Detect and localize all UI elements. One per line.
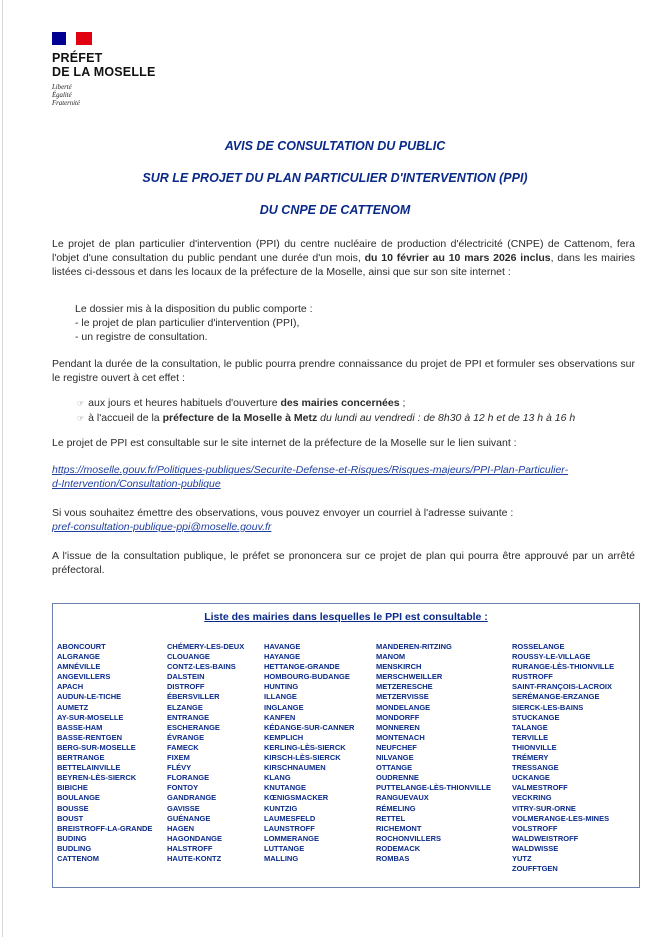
intro-paragraph: Le projet de plan particulier d'intervention (PPI) du centre nucléaire de production d'électricité (CNPE) de Cattenom, fera l'objet d'une consultation du public pendant une durée d'un mois, du 10 février au 10 mars 2026 inclus, dans les mairies listées ci-dessous et dans les locaux de la préfecture de la Moselle, ainsi que sur son site internet :: [52, 238, 635, 278]
mairie-item: RUSTROFF: [512, 672, 553, 682]
mairies-list-title: Liste des mairies dans lesquelles le PPI est consultable :: [204, 611, 488, 623]
marianne-flag-logo: [52, 32, 92, 45]
mairie-item: MENSKIRCH: [376, 662, 422, 672]
mairie-item: TRÉMERY: [512, 753, 549, 763]
mairies-column-5: [512, 642, 614, 874]
mairie-item: OUDRENNE: [376, 773, 419, 783]
mairie-item: VOLSTROFF: [512, 823, 558, 833]
mairies-column-3: [264, 642, 354, 864]
mairie-item: ROSSELANGE: [512, 642, 565, 651]
mairie-item: MONTENACH: [376, 732, 425, 742]
email-paragraph: [52, 506, 635, 534]
mairie-item: ROCHONVILLERS: [376, 833, 442, 843]
website-paragraph: Le projet de PPI est consultable sur le site internet de la préfecture de la Moselle sur le lien suivant :: [52, 437, 517, 449]
pointing-hand-icon: ☞: [77, 414, 85, 423]
mairie-item: KÉDANGE-SUR-CANNER: [264, 722, 355, 732]
prefecture-header: [52, 32, 156, 108]
mairie-item: RICHEMONT: [376, 823, 422, 833]
mairie-item: ABONCOURT: [57, 642, 106, 651]
mairie-item: ROMBAS: [376, 853, 410, 863]
mairie-item: SERÉMANGE-ERZANGE: [512, 692, 600, 702]
mairie-item: BASSE-RENTGEN: [57, 732, 123, 742]
mairie-item: ÉBERSVILLER: [167, 692, 220, 702]
mairie-item: CLOUANGE: [167, 652, 210, 662]
mairie-item: VALMESTROFF: [512, 783, 568, 793]
mairie-item: THIONVILLE: [512, 742, 557, 752]
mairie-item: VITRY-SUR-ORNE: [512, 803, 576, 813]
mairie-item: BREISTROFF-LA-GRANDE: [57, 823, 153, 833]
mairie-item: HALSTROFF: [167, 843, 213, 853]
mairie-item: FLORANGE: [167, 773, 210, 783]
dossier-line2: - le projet de plan particulier d'intervention (PPI),: [75, 317, 300, 329]
motto-liberte: Liberté: [52, 84, 72, 91]
mairie-item: FAMECK: [167, 742, 199, 752]
mairie-item: LAUMESFELD: [264, 813, 316, 823]
mairie-item: VECKRING: [512, 793, 552, 803]
bullet-prefecture: ☞ à l'accueil de la préfecture de la Moselle à Metz du lundi au vendredi : de 8h30 à 12 h et de 13 h à 16 h: [77, 412, 576, 424]
mairie-item: RANGUEVAUX: [376, 793, 429, 803]
mairie-item: BOUST: [57, 813, 84, 823]
mairie-item: CONTZ-LES-BAINS: [167, 662, 236, 672]
mairie-item: KERLING-LÈS-SIERCK: [264, 742, 346, 752]
mairie-item: YUTZ: [512, 853, 532, 863]
mairie-item: METZERVISSE: [376, 692, 429, 702]
mairie-item: MONNEREN: [376, 722, 420, 732]
mairie-item: RETTEL: [376, 813, 406, 823]
mairie-item: INGLANGE: [264, 702, 304, 712]
mairie-item: BETTELAINVILLE: [57, 763, 121, 773]
link-line1[interactable]: https://moselle.gouv.fr/Politiques-publiques/Securite-Defense-et-Risques/Risques-majeurs/PPI-Plan-Particulier-: [52, 464, 569, 476]
mairie-item: KANFEN: [264, 712, 296, 722]
mairie-item: WALDWISSE: [512, 843, 559, 853]
mairie-item: AY-SUR-MOSELLE: [57, 712, 124, 722]
mairie-item: LAUNSTROFF: [264, 823, 315, 833]
mairie-item: MANOM: [376, 652, 406, 662]
mairie-item: NEUFCHEF: [376, 742, 417, 752]
mairie-item: KŒNIGSMACKER: [264, 793, 329, 803]
mairie-item: ILLANGE: [264, 692, 297, 702]
email-text: Si vous souhaitez émettre des observations, vous pouvez envoyer un courriel à l'adresse suivante :: [52, 507, 514, 519]
mairie-item: GAVISSE: [167, 803, 200, 813]
mairie-item: HETTANGE-GRANDE: [264, 662, 340, 672]
mairies-column-2: [167, 642, 244, 864]
title-line-2: SUR LE PROJET DU PLAN PARTICULIER D'INTERVENTION (PPI): [142, 171, 528, 185]
mairie-item: ALGRANGE: [57, 652, 100, 662]
mairie-item: HAGEN: [167, 823, 195, 833]
mairie-item: NILVANGE: [376, 753, 414, 763]
mairie-item: LOMMERANGE: [264, 833, 319, 843]
mairie-item: DISTROFF: [167, 682, 205, 692]
link-line2[interactable]: d-Intervention/Consultation-publique: [52, 478, 221, 490]
mairie-item: ÉVRANGE: [167, 732, 205, 742]
mairie-item: AUDUN-LE-TICHE: [57, 692, 122, 702]
mairie-item: KUNTZIG: [264, 803, 298, 813]
consultation-dates: du 10 février au 10 mars 2026 inclus: [364, 252, 551, 264]
mairie-item: UCKANGE: [512, 773, 550, 783]
mairie-item: BEYREN-LÈS-SIERCK: [57, 773, 137, 783]
mairie-item: MALLING: [264, 853, 299, 863]
mairies-column-1: [57, 642, 152, 864]
prefecture-link[interactable]: [52, 463, 635, 491]
mairie-item: FIXEM: [167, 753, 190, 763]
mairie-item: TRESSANGE: [512, 763, 559, 773]
mairie-item: HAUTE-KONTZ: [167, 853, 222, 863]
mairie-item: GUÉNANGE: [167, 813, 211, 823]
mairie-item: ELZANGE: [167, 702, 203, 712]
mairie-item: MONDORFF: [376, 712, 420, 722]
mairie-item: BOULANGE: [57, 793, 100, 803]
pointing-hand-icon: ☞: [77, 399, 85, 408]
mairie-item: BUDLING: [57, 843, 92, 853]
mairie-item: BUDING: [57, 833, 87, 843]
mairie-item: MERSCHWEILLER: [376, 672, 443, 682]
consultation-locations: [77, 396, 657, 426]
mairie-item: RODEMACK: [376, 843, 421, 853]
mairie-item: APACH: [57, 682, 84, 692]
mairie-item: PUTTELANGE-LÈS-THIONVILLE: [376, 783, 491, 793]
consultation-paragraph: Pendant la durée de la consultation, le public pourra prendre connaissance du projet de PPI et formuler ses observations sur le registre ouvert à cet effet :: [52, 358, 635, 384]
mairies-list-box: [52, 603, 640, 888]
mairie-item: AUMETZ: [57, 702, 89, 712]
mairie-item: ZOUFFTGEN: [512, 864, 558, 874]
mairie-item: HUNTING: [264, 682, 299, 692]
bullet-mairies: ☞ aux jours et heures habituels d'ouverture des mairies concernées ;: [77, 397, 406, 409]
mairies-column-4: [376, 642, 491, 864]
mairie-item: KEMPLICH: [264, 732, 304, 742]
mairie-item: HAGONDANGE: [167, 833, 223, 843]
mairie-item: KIRSCH-LÈS-SIERCK: [264, 753, 341, 763]
mairie-item: KLANG: [264, 773, 291, 783]
mairie-item: ANGEVILLERS: [57, 672, 111, 682]
mairie-item: HAYANGE: [264, 652, 301, 662]
mairie-item: CHÉMERY-LES-DEUX: [167, 642, 245, 651]
mairie-item: RÉMELING: [376, 803, 416, 813]
mairie-item: FLÉVY: [167, 763, 192, 773]
mairie-item: STUCKANGE: [512, 712, 560, 722]
mairie-item: MONDELANGE: [376, 702, 431, 712]
title-line-1: AVIS DE CONSULTATION DU PUBLIC: [224, 139, 446, 153]
mairie-item: TALANGE: [512, 722, 548, 732]
mairie-item: HAVANGE: [264, 642, 301, 651]
conclusion-paragraph: A l'issue de la consultation publique, le préfet se prononcera sur ce projet de plan qui pourra être approuvé par un arrêté préfectoral.: [52, 550, 635, 576]
prefet-line2: DE LA MOSELLE: [52, 65, 156, 79]
mairie-item: MANDEREN-RITZING: [376, 642, 452, 651]
prefet-title: [52, 51, 156, 79]
dossier-line1: Le dossier mis à la disposition du public comporte :: [75, 303, 313, 315]
motto: [52, 84, 156, 108]
title-line-3: DU CNPE DE CATTENOM: [259, 203, 411, 217]
mairie-item: FONTOY: [167, 783, 199, 793]
mairie-item: OTTANGE: [376, 763, 413, 773]
mairie-item: DALSTEIN: [167, 672, 205, 682]
mairie-item: KNUTANGE: [264, 783, 306, 793]
mairie-item: LUTTANGE: [264, 843, 305, 853]
mairie-item: CATTENOM: [57, 853, 99, 863]
mairie-item: HOMBOURG-BUDANGE: [264, 672, 350, 682]
mairie-item: WALDWEISTROFF: [512, 833, 579, 843]
motto-egalite: Égalité: [52, 92, 72, 99]
motto-fraternite: Fraternité: [52, 100, 80, 107]
mairie-item: ROUSSY-LE-VILLAGE: [512, 652, 591, 662]
mairie-item: VOLMERANGE-LES-MINES: [512, 813, 610, 823]
mairie-item: GANDRANGE: [167, 793, 217, 803]
mairie-item: BOUSSE: [57, 803, 89, 813]
mairie-item: ESCHERANGE: [167, 722, 220, 732]
mairie-item: ENTRANGE: [167, 712, 210, 722]
mairie-item: METZERESCHE: [376, 682, 433, 692]
dossier-line3: - un registre de consultation.: [75, 331, 208, 343]
mairie-item: SAINT-FRANÇOIS-LACROIX: [512, 682, 612, 692]
mairie-item: KIRSCHNAUMEN: [264, 763, 326, 773]
mairie-item: BASSE-HAM: [57, 722, 103, 732]
email-address-link[interactable]: pref-consultation-publique-ppi@moselle.gouv.fr: [52, 521, 272, 533]
mairie-item: AMNÉVILLE: [57, 662, 101, 672]
mairie-item: BERTRANGE: [57, 753, 105, 763]
dossier-contents: [75, 302, 615, 344]
mairie-item: SIERCK-LES-BAINS: [512, 702, 584, 712]
mairie-item: BIBICHE: [57, 783, 88, 793]
mairie-item: RURANGE-LÈS-THIONVILLE: [512, 662, 615, 672]
prefet-line1: PRÉFET: [52, 51, 103, 65]
mairie-item: BERG-SUR-MOSELLE: [57, 742, 136, 752]
mairie-item: TERVILLE: [512, 732, 549, 742]
